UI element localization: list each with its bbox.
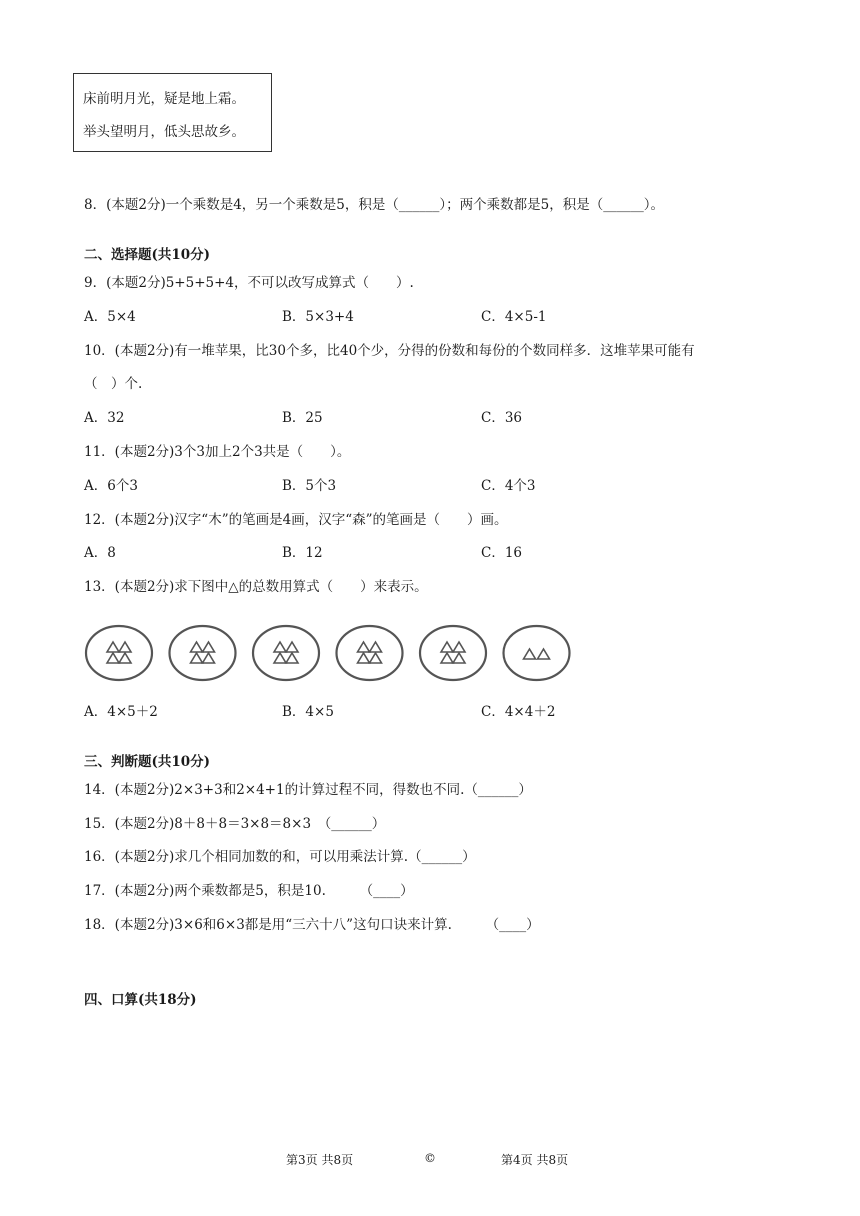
triangle-icon [107,653,119,663]
question-14: 14．(本题2分)2×3+3和2×4+1的计算过程不同，得数也不同.（______） [84,782,532,798]
triangle-icon [441,642,453,652]
question-15: 15．(本题2分)8＋8＋8＝3×8＝8×3 （______） [84,816,386,832]
question-16: 16．(本题2分)求几个相同加数的和，可以用乘法计算.（______） [84,849,476,865]
triangle-group [504,626,570,680]
triangle-icon [203,642,215,652]
triangle-icon [441,653,453,663]
triangle-icon [453,653,465,663]
triangle-icon [203,653,215,663]
footer-page-left: 第3页 共8页 [286,1153,354,1167]
triangle-icon [370,653,382,663]
section-2-heading: 二、选择题(共10分) [84,247,211,263]
poem-line-1: 床前明月光，疑是地上霜。 [83,91,245,107]
triangle-icon [119,642,131,652]
footer-copyright: © [424,1151,436,1165]
question-10-cont: （ ）个. [84,376,143,392]
question-8: 8．(本题2分)一个乘数是4，另一个乘数是5，积是（______）；两个乘数都是5，积是（______）。 [84,197,664,213]
triangle-icon [191,642,203,652]
triangle-group [86,626,152,680]
option-10-a: A．32 [84,410,125,426]
triangle-icon [191,653,203,663]
triangle-icon [119,653,131,663]
triangle-icon [286,653,298,663]
group-ellipse [253,626,319,680]
option-11-c: C．4个3 [481,478,536,494]
triangle-icon [538,649,550,659]
triangle-icon [358,642,370,652]
triangle-icon [274,653,286,663]
triangle-group [253,626,319,680]
triangle-icon [358,653,370,663]
group-ellipse [337,626,403,680]
option-13-c: C．4×4＋2 [481,704,556,720]
option-12-a: A．8 [84,545,116,561]
question-12: 12．(本题2分)汉字“木”的笔画是4画，汉字“森”的笔画是（ ）画。 [84,512,508,528]
group-ellipse [86,626,152,680]
triangle-icon [524,649,536,659]
option-12-b: B．12 [282,545,323,561]
option-13-a: A．4×5＋2 [84,704,158,720]
group-ellipse [504,626,570,680]
question-10: 10．(本题2分)有一堆苹果，比30个多，比40个少，分得的份数和每份的个数同样多．这堆苹果可能有 [84,343,695,359]
option-13-b: B．4×5 [282,704,334,720]
option-10-b: B．25 [282,410,323,426]
triangle-group [337,626,403,680]
question-11: 11．(本题2分)3个3加上2个3共是（ ）。 [84,444,351,460]
triangle-icon [370,642,382,652]
group-ellipse [420,626,486,680]
triangle-icon [453,642,465,652]
poem-box [73,73,272,152]
triangle-groups-figure [84,621,584,685]
option-11-a: A．6个3 [84,478,138,494]
option-12-c: C．16 [481,545,523,561]
footer-page-right: 第4页 共8页 [501,1153,569,1167]
triangle-group [170,626,236,680]
option-9-a: A．5×4 [84,309,136,325]
question-9: 9．(本题2分)5+5+5+4，不可以改写成算式（ ）. [84,275,414,291]
question-13: 13．(本题2分)求下图中△的总数用算式（ ）来表示。 [84,579,428,595]
option-11-b: B．5个3 [282,478,337,494]
group-ellipse [170,626,236,680]
triangle-icon [274,642,286,652]
section-3-heading: 三、判断题(共10分) [84,754,211,770]
question-17: 17．(本题2分)两个乘数都是5，积是10. （____） [84,883,414,899]
option-10-c: C．36 [481,410,523,426]
option-9-c: C．4×5-1 [481,309,547,325]
section-4-heading: 四、口算(共18分) [84,992,197,1008]
option-9-b: B．5×3+4 [282,309,354,325]
triangle-icon [286,642,298,652]
triangle-icon [107,642,119,652]
question-18: 18．(本题2分)3×6和6×3都是用“三六十八”这句口诀来计算. （____） [84,917,540,933]
triangle-group [420,626,486,680]
poem-line-2: 举头望明月，低头思故乡。 [83,124,245,140]
